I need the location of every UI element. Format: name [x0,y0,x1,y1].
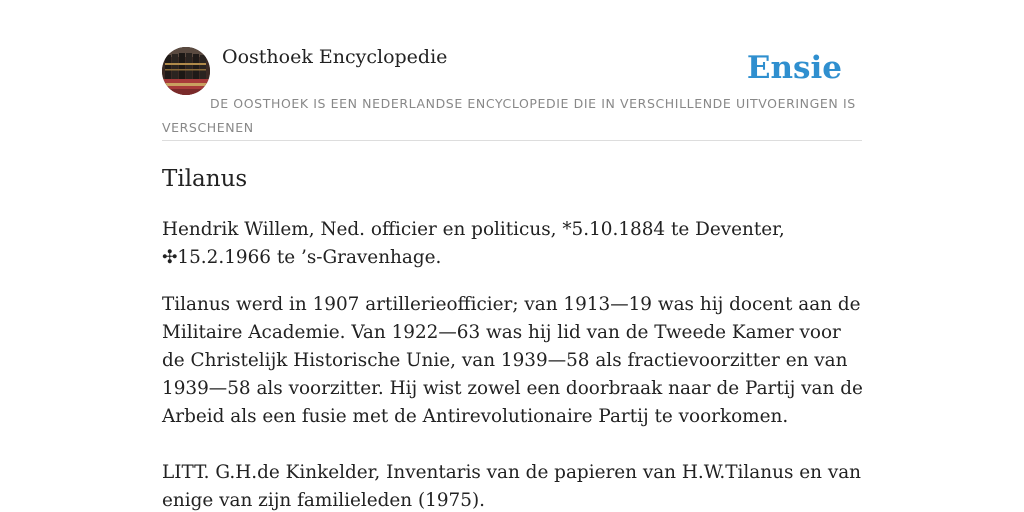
site-name-link[interactable]: Oosthoek Encyclopedie [222,46,448,68]
article-title: Tilanus [162,166,248,192]
site-header [162,44,862,141]
site-tagline: DE OOSTHOEK IS EEN NEDERLANDSE ENCYCLOPEDIE DIE IN VERSCHILLENDE UITVOERINGEN IS VERSCHENEN [162,96,856,135]
article [162,162,867,512]
encyclopedia-books-icon[interactable] [162,47,210,95]
article-literature: LITT. G.H.de Kinkelder, Inventaris van de papieren van H.W.Tilanus en van enige van zijn familieleden (1975). [162,462,862,511]
article-body: Tilanus werd in 1907 artillerieofficier; van 1913—19 was hij docent aan de Militaire Academie. Van 1922—63 was hij lid van de Tweede Kamer voor de Christelijk Historische Unie, van 1939—58 als fractievoorzitter en van 1939—58 als voorzitter. Hij wist zowel een doorbraak naar de Partij van de Arbeid als een fusie met de Antirevolutionaire Partij te voorkomen. [162,294,863,427]
article-intro: Hendrik Willem, Ned. officier en politicus, *5.10.1884 te Deventer, ✣15.2.1966 te ’s-Gravenhage. [162,219,785,268]
ensie-logo-link[interactable]: Ensie [746,50,842,86]
